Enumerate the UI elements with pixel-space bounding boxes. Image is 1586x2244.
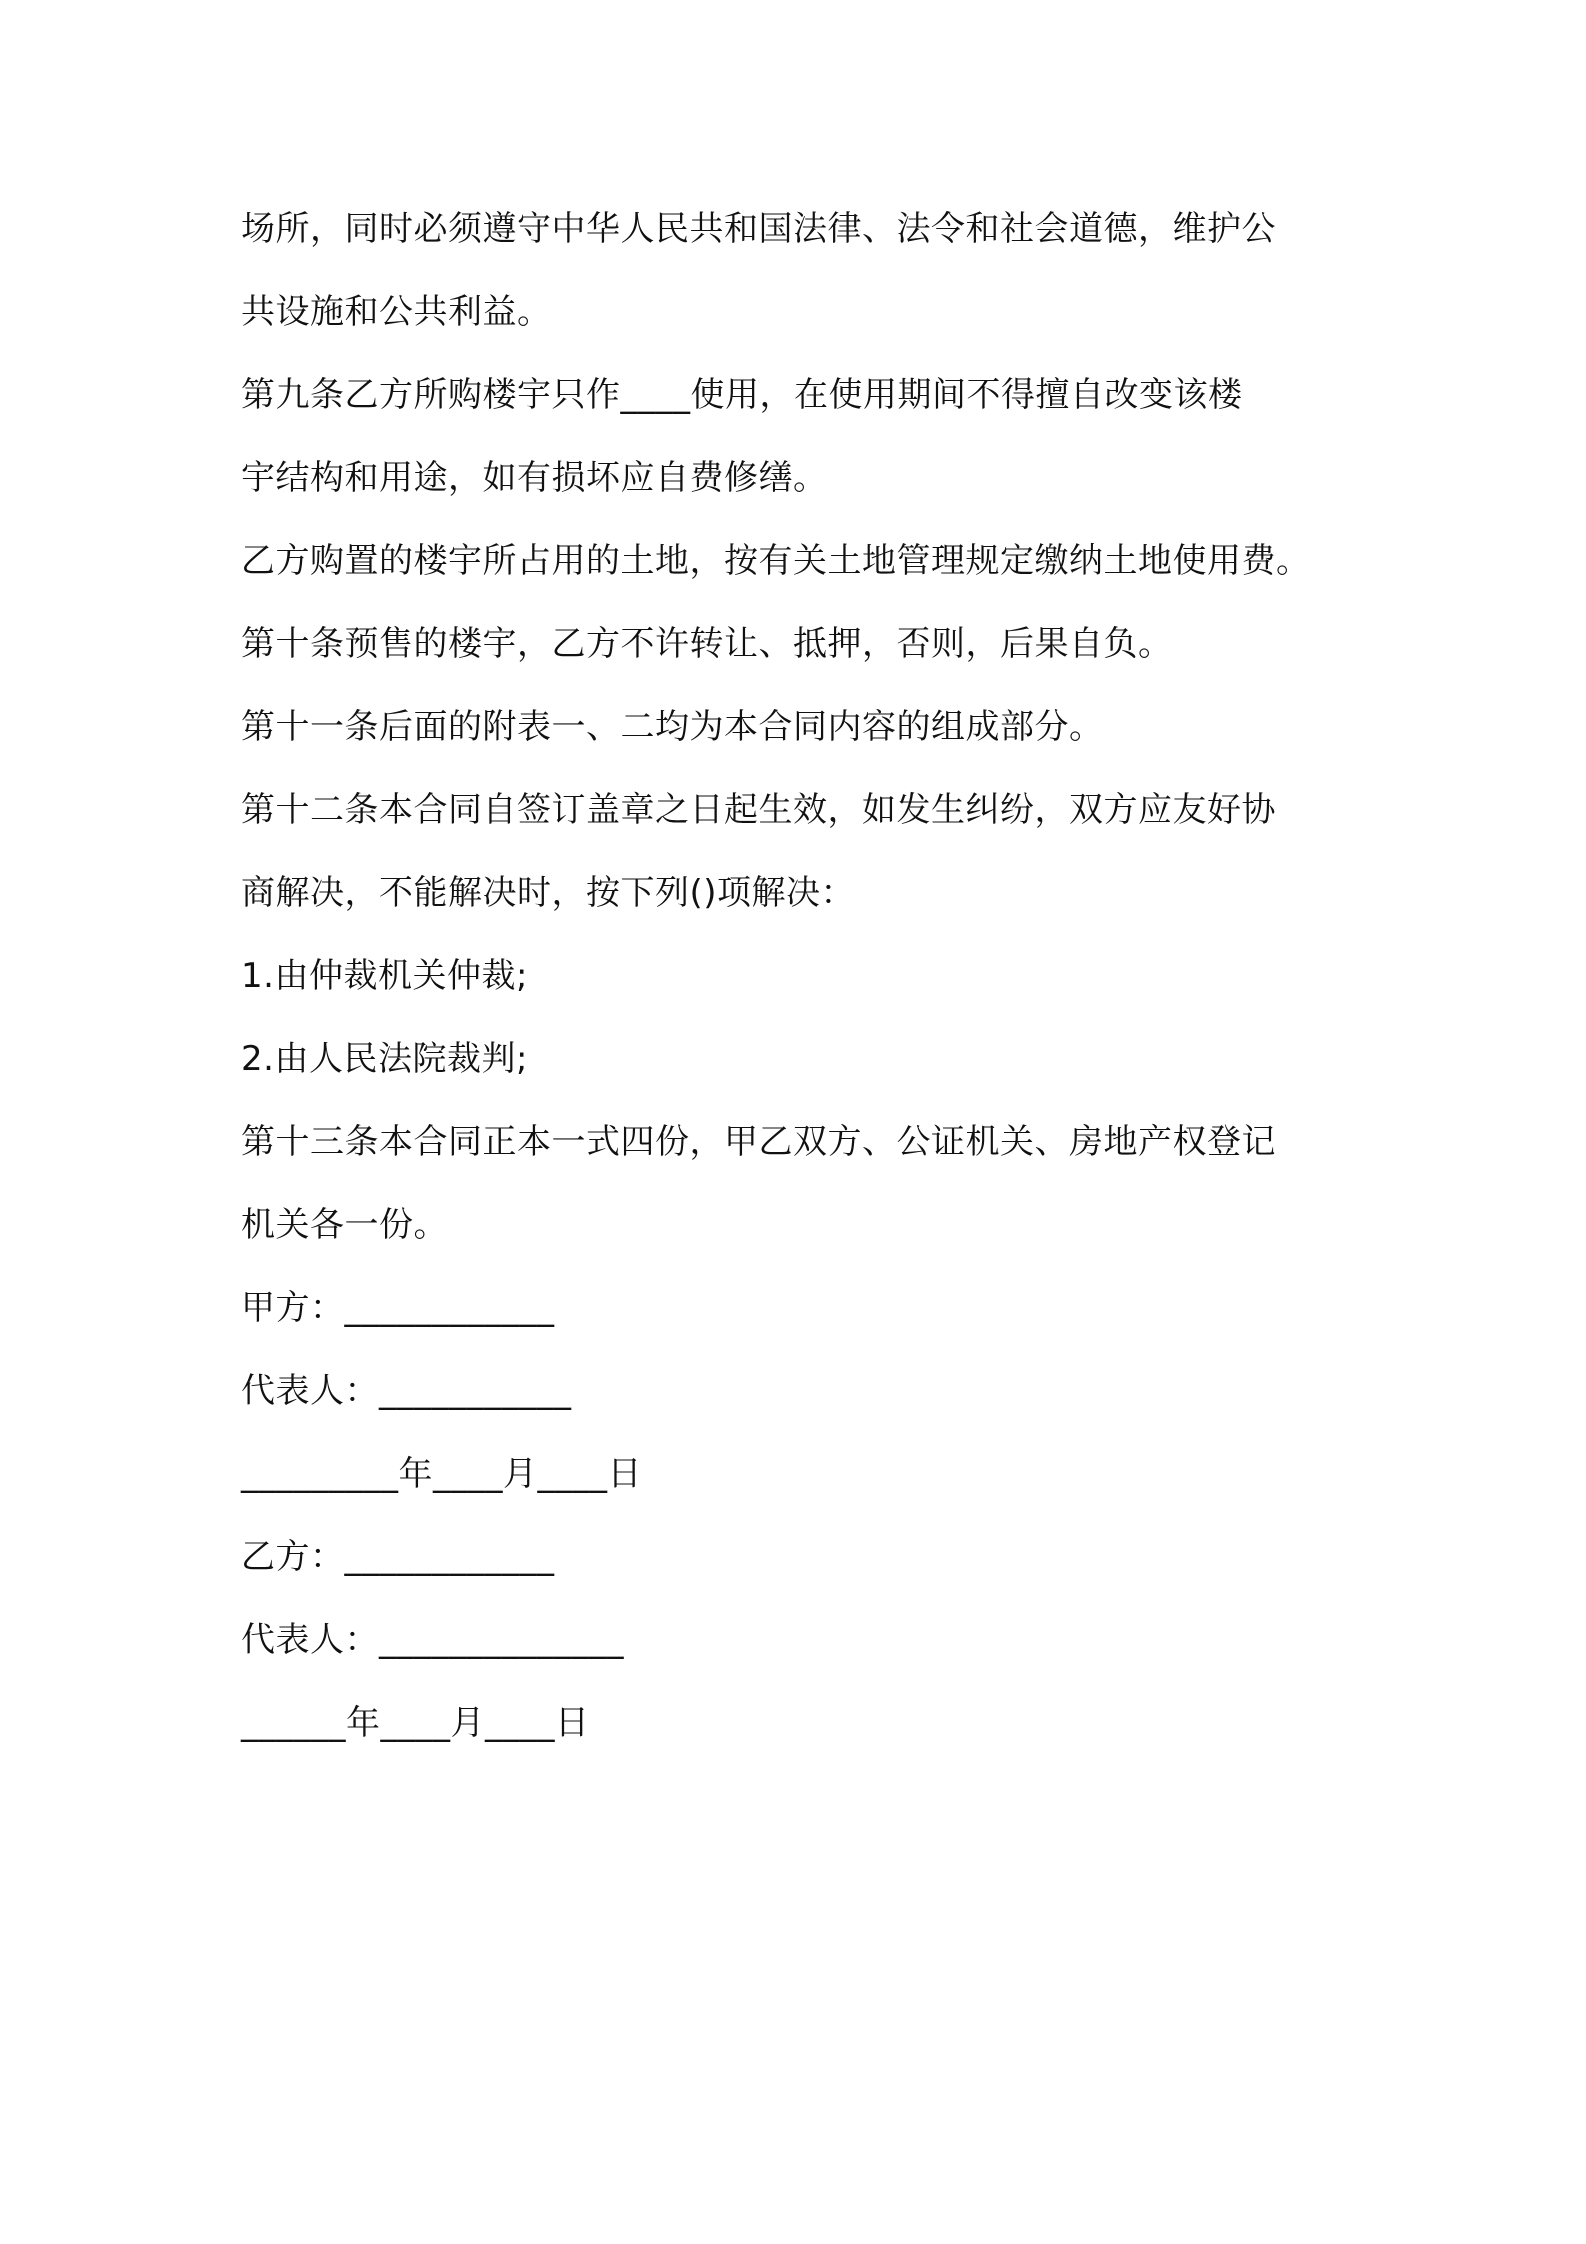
party-b-date: ______年____月____日 <box>241 1703 590 1743</box>
party-b-signature: 乙方：____________ <box>241 1537 555 1577</box>
paragraph-line: 场所，同时必须遵守中华人民共和国法律、法令和社会道德，维护公 <box>241 209 1276 249</box>
resolution-option-2: 2.由人民法院裁判; <box>241 1039 528 1079</box>
article-13-line: 第十三条本合同正本一式四份，甲乙双方、公证机关、房地产权登记 <box>241 1122 1276 1162</box>
party-b-representative: 代表人：______________ <box>241 1620 624 1660</box>
article-11-line: 第十一条后面的附表一、二均为本合同内容的组成部分。 <box>241 707 1104 747</box>
article-9-line: 第九条乙方所购楼宇只作____使用，在使用期间不得擅自改变该楼 <box>241 375 1243 415</box>
article-9-line: 宇结构和用途，如有损坏应自费修缮。 <box>241 458 828 498</box>
article-12-line: 商解决，不能解决时，按下列()项解决： <box>241 873 856 913</box>
article-13-line: 机关各一份。 <box>241 1205 448 1245</box>
article-12-line: 第十二条本合同自签订盖章之日起生效，如发生纠纷，双方应友好协 <box>241 790 1276 830</box>
article-10-line: 第十条预售的楼宇，乙方不许转让、抵押，否则，后果自负。 <box>241 624 1173 664</box>
party-a-signature: 甲方：____________ <box>241 1288 555 1328</box>
party-a-representative: 代表人：___________ <box>241 1371 572 1411</box>
party-a-date: _________年____月____日 <box>241 1454 642 1494</box>
paragraph-line: 共设施和公共利益。 <box>241 292 552 332</box>
land-fee-line: 乙方购置的楼宇所占用的土地，按有关土地管理规定缴纳土地使用费。 <box>241 541 1311 581</box>
resolution-option-1: 1.由仲裁机关仲裁; <box>241 956 528 996</box>
